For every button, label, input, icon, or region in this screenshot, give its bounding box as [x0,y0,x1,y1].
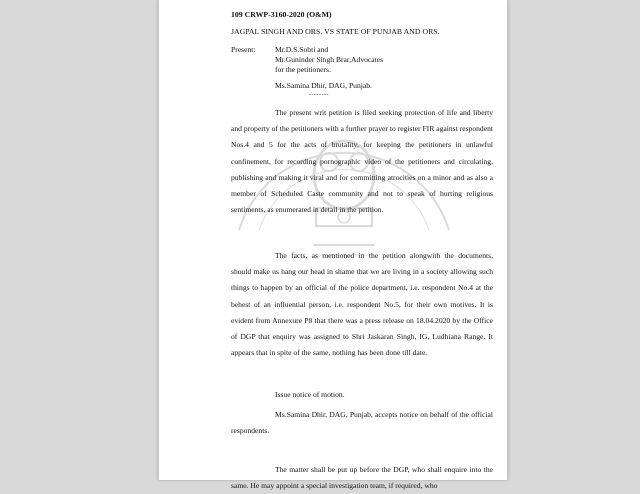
counsel-line: Mr.D.S.Sobti and [275,45,329,54]
state-counsel: Ms.Samina Dhir, DAG, Punjab. [275,81,372,90]
paragraph-accepts-notice: Ms.Samina Dhir, DAG, Punjab, accepts notice on behalf of the official respondents. [231,410,493,436]
counsel-line: Mr.Guninder Singh Brar,Advocates [275,54,384,64]
separator-line: -------- [309,92,329,98]
counsel-line: for the petitioners. [275,64,331,74]
paragraph-facts: The facts, as mentioned in the petition alongwith the documents, should make us hang our head in shame that we are living in a society allowing such things to happen by an official of the police department, i.e. respondent No.4 at the behest of an influential person, i.e. respondent No.5, for their own motives. It is evident from Annexure P8 that there was a press release on 18.04.2020 by the Office of DGP that enquiry was assigned to Shri Jaskaran Singh, IG, Ludhiana Range. It appears that in spite of the same, nothing has been done till date. [231,251,493,358]
paragraph-notice: Issue notice of motion. [275,390,345,399]
case-number: 109 CRWP-3160-2020 (O&M) [231,10,332,19]
document-page [158,0,508,491]
case-title: JAGPAL SINGH AND ORS. VS STATE OF PUNJAB AND ORS. [231,27,440,36]
present-label: Present: [231,45,256,54]
petitioner-counsel [275,45,383,74]
document-text [159,0,507,491]
paragraph-petition: The present writ petition is filed seeking protection of life and liberty and property of the petitioners with a further prayer to register FIR against respondent Nos.4 and 5 for the acts of brutality, for keeping the petitioners in unlawful confinement, for recording pornographic video of the petitioners and circulating, publishing and making it viral and for committing atrocities on a minor and as also a member of Scheduled Caste community and not to speak of hurting religious sentiments, as enumerated in detail in the petition. [231,108,493,215]
paragraph-direction: The matter shall be put up before the DGP, who shall enquire into the same. He may appoint a special investigation team, if required, who [231,465,493,491]
